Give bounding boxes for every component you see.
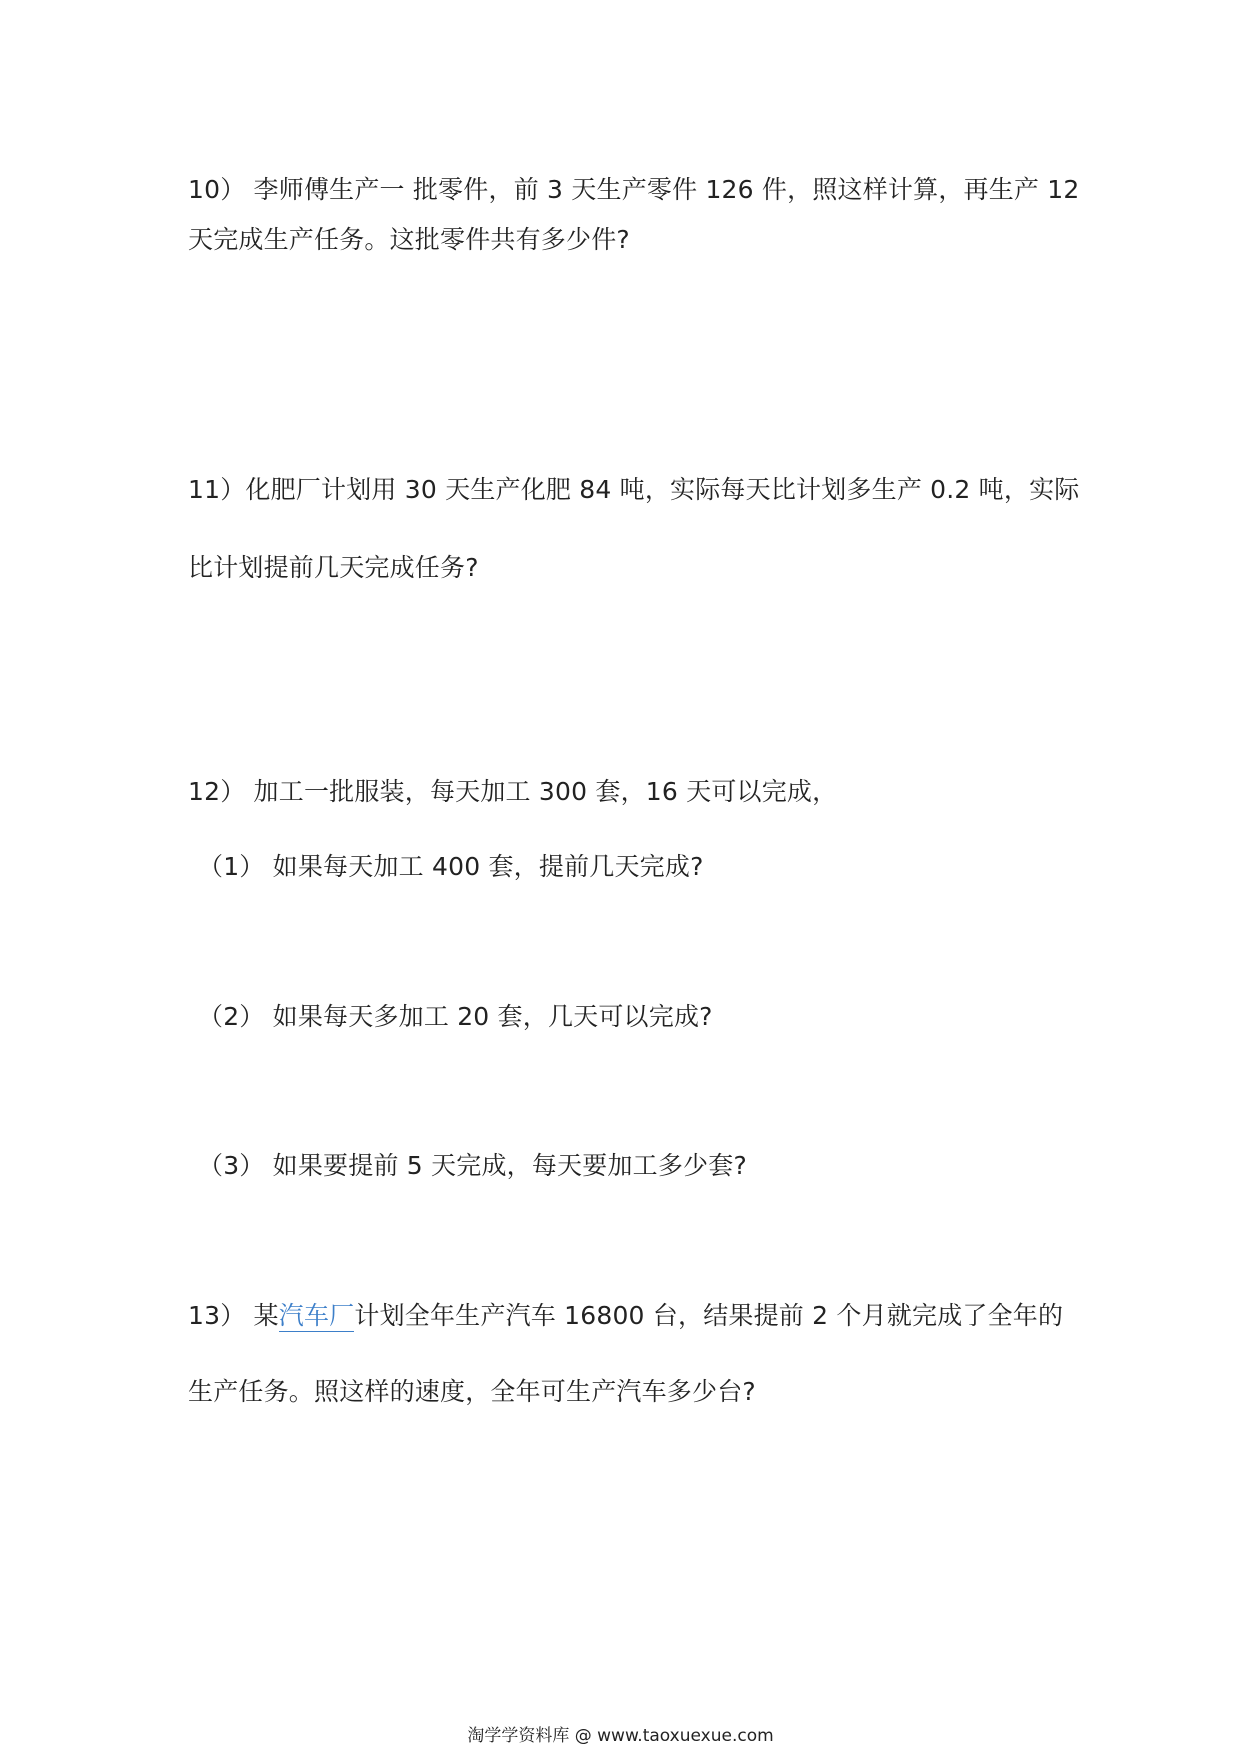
question-12-stem: 12） 加工一批服装，每天加工 300 套，16 天可以完成， xyxy=(188,777,838,806)
question-12-sub-1: （1） 如果每天加工 400 套，提前几天完成? xyxy=(198,852,704,881)
question-11-line-2: 比计划提前几天完成任务? xyxy=(188,553,479,582)
question-13-rest: 计划全年生产汽车 16800 台，结果提前 2 个月就完成了全年的 xyxy=(354,1301,1064,1330)
question-13-line-2: 生产任务。照这样的速度，全年可生产汽车多少台? xyxy=(188,1377,756,1406)
question-12-sub-3: （3） 如果要提前 5 天完成，每天要加工多少套? xyxy=(198,1151,747,1180)
question-13-prefix: 13） 某 xyxy=(188,1301,279,1330)
question-13-line-1 xyxy=(188,1298,1063,1334)
question-10-line-1: 10） 李师傅生产一 批零件，前 3 天生产零件 126 件，照这样计算，再生产 12 xyxy=(188,175,1080,204)
question-12-sub-2: （2） 如果每天多加工 20 套，几天可以完成? xyxy=(198,1002,713,1031)
car-factory-link[interactable]: 汽车厂 xyxy=(278,1301,355,1330)
question-11-line-1: 11）化肥厂计划用 30 天生产化肥 84 吨，实际每天比计划多生产 0.2 吨，实际 xyxy=(188,475,1080,504)
footer-watermark: 淘学学资料库 @ www.taoxuexue.com xyxy=(467,1726,774,1746)
question-10-line-2: 天完成生产任务。这批零件共有多少件? xyxy=(188,225,630,254)
